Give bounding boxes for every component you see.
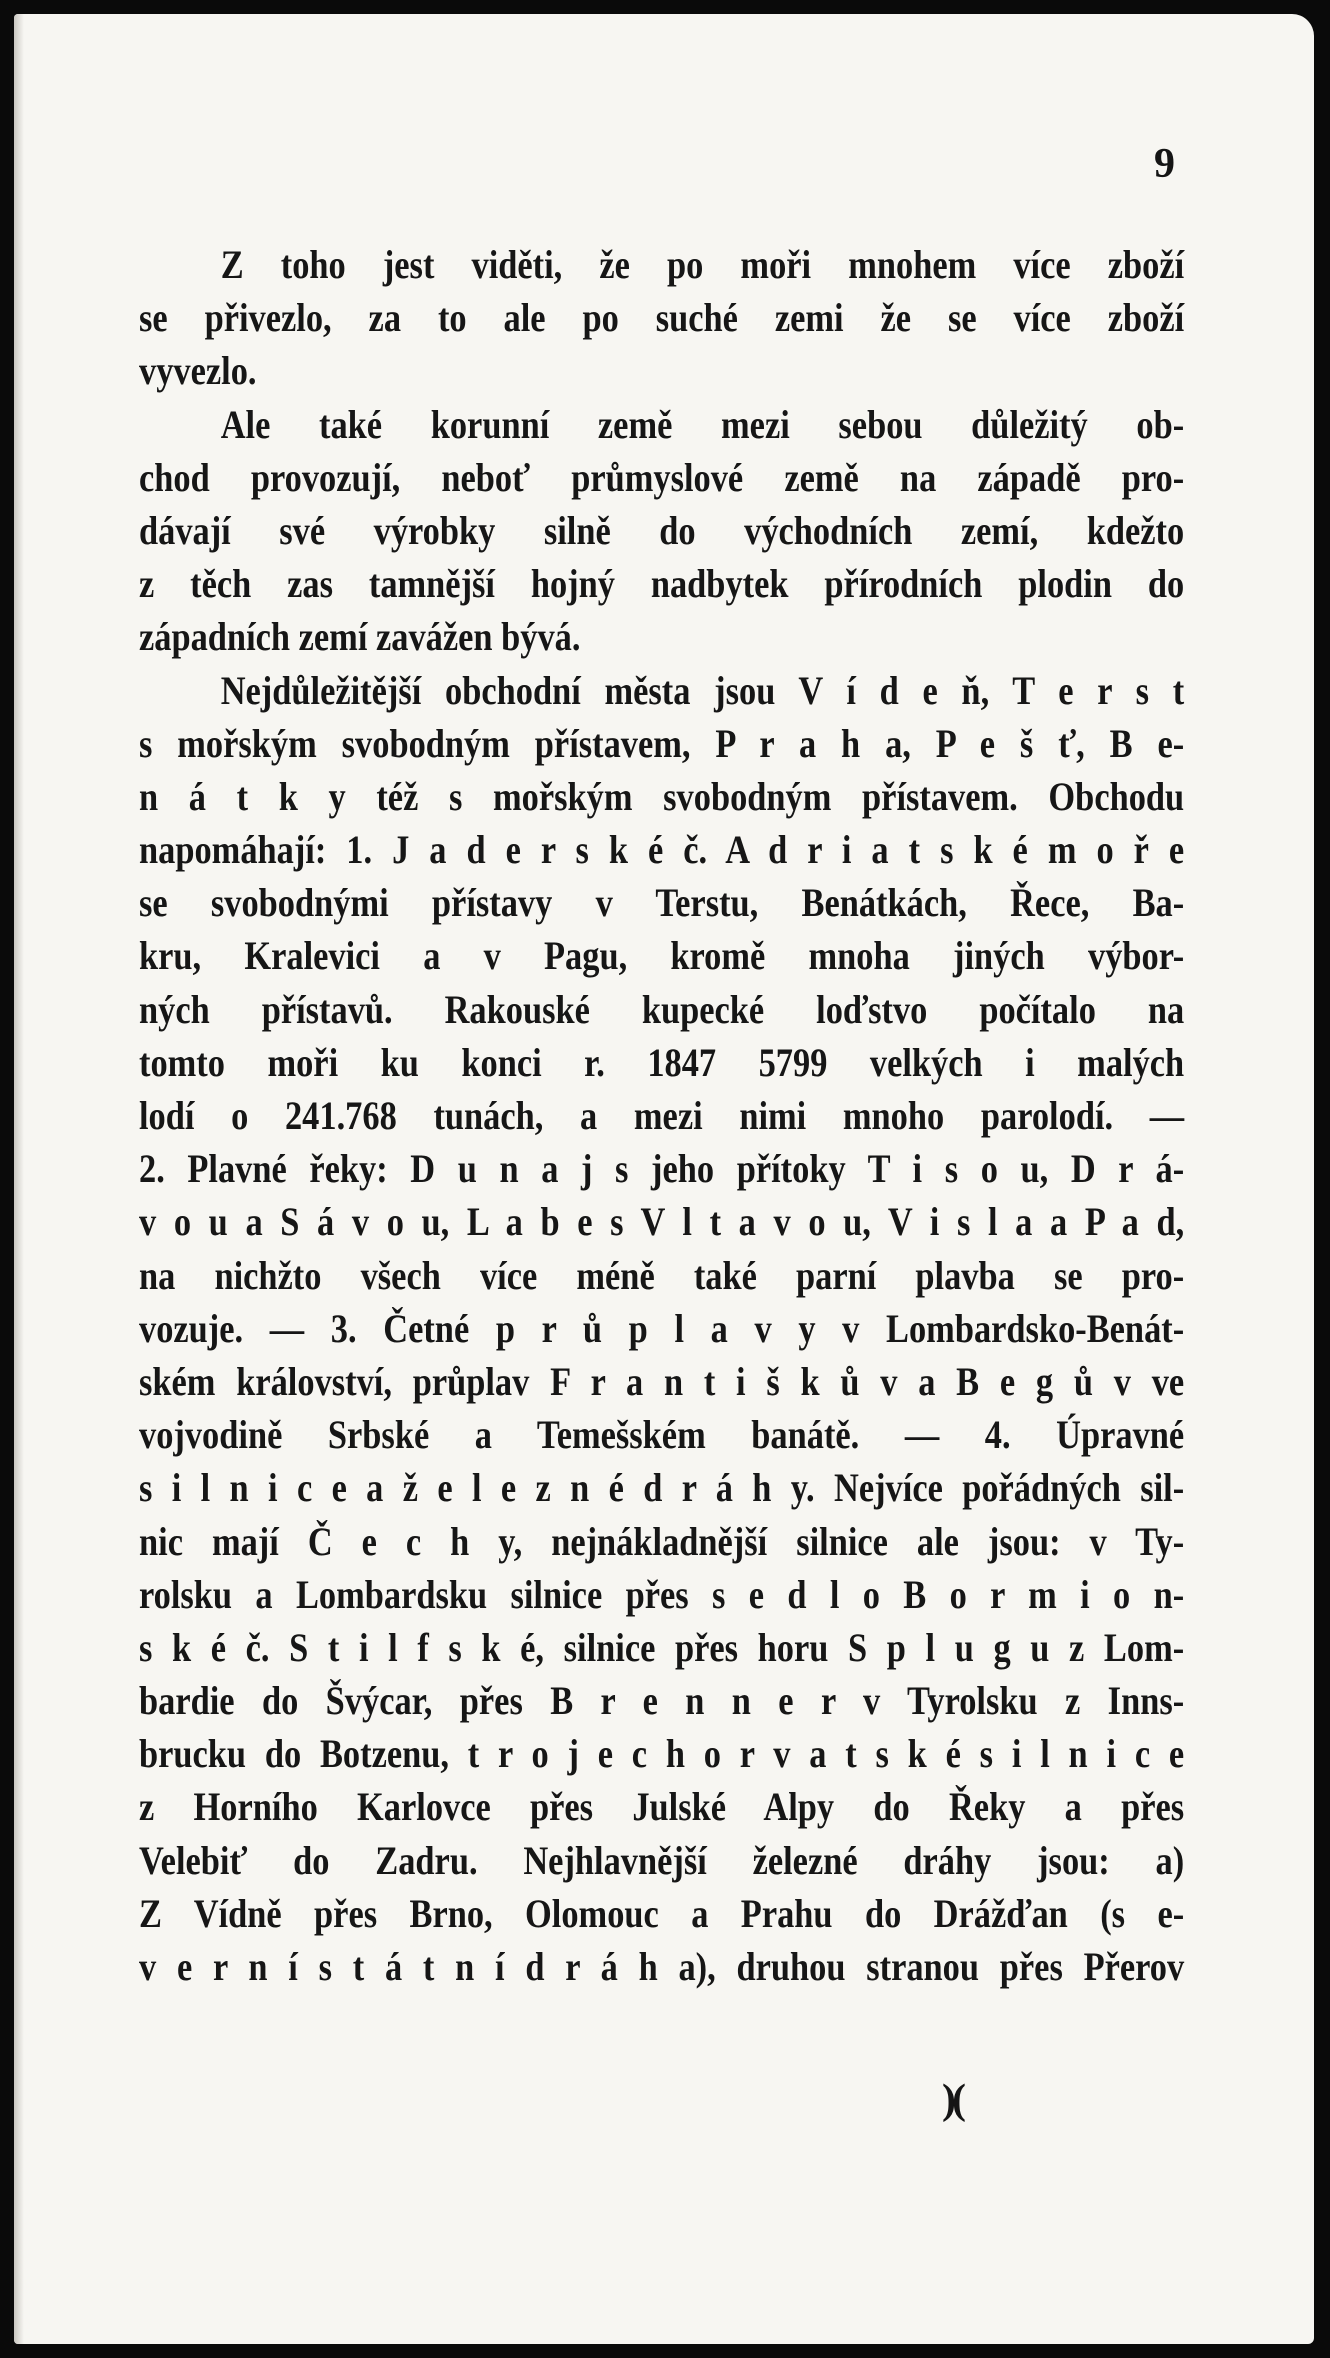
text-line: Z Vídně přes Brno, Olomouc a Prahu do Drážďan (s e- xyxy=(139,1890,1185,1936)
text-line: v o u a S á v o u, L a b e s V l t a v o u, V i s l a a P a d, xyxy=(139,1199,1185,1245)
text-line: dávají své výrobky silně do východních zemí, kdežto xyxy=(139,507,1185,553)
text-line: napomáhají: 1. J a d e r s k é č. A d r i a t s k é m o ř e xyxy=(139,827,1185,873)
text-line: vojvodině Srbské a Temešském banátě. — 4. Úpravné xyxy=(139,1412,1185,1458)
text-line: Ale také korunní země mezi sebou důležitý ob- xyxy=(220,401,1185,447)
text-line: Z toho jest viděti, že po moři mnohem více zboží xyxy=(220,242,1185,287)
text-line: s k é č. S t i l f s k é, silnice přes horu S p l u g u z Lom- xyxy=(139,1624,1185,1670)
text-line: bardie do Švýcar, přes B r e n n e r v Tyrolsku z Inns- xyxy=(139,1678,1185,1724)
text-line: chod provozují, neboť průmyslové země na západě pro- xyxy=(139,454,1185,500)
text-line: vozuje. — 3. Četné p r ů p l a v y v Lombardsko-Benát- xyxy=(139,1305,1185,1351)
text-line: n á t k y též s mořským svobodným přístavem. Obchodu xyxy=(139,773,1185,819)
text-line: brucku do Botzenu, t r o j e c h o r v a t s k é s i l n i c e xyxy=(139,1731,1185,1777)
text-line: rolsku a Lombardsku silnice přes s e d l o B o r m i o n- xyxy=(139,1571,1185,1617)
text-line: se svobodnými přístavy v Terstu, Benátkách, Řece, Ba- xyxy=(139,880,1185,926)
text-line: s mořským svobodným přístavem, P r a h a, P e š ť, B e- xyxy=(139,720,1185,766)
text-line: západních zemí zavážen bývá. xyxy=(139,614,581,660)
text-line: Velebiť do Zadru. Nejhlavnější železné dráhy jsou: a) xyxy=(139,1837,1185,1883)
text-line: na nichžto všech více méně také parní plavba se pro- xyxy=(139,1252,1185,1298)
text-line: v e r n í s t á t n í d r á h a), druhou stranou přes Přerov xyxy=(139,1944,1185,1989)
text-line: lodí o 241.768 tunách, a mezi nimi mnoho parolodí. — xyxy=(139,1093,1185,1138)
text-line: ných přístavů. Rakouské kupecké loďstvo počítalo na xyxy=(139,986,1185,1032)
text-line: ském království, průplav F r a n t i š k ů v a B e g ů v ve xyxy=(139,1358,1185,1404)
text-line: se přivezlo, za to ale po suché zemi že se více zboží xyxy=(139,295,1185,341)
page-number: 9 xyxy=(1154,141,1175,187)
text-line: 2. Plavné řeky: D u n a j s jeho přítoky T i s o u, D r á- xyxy=(139,1146,1185,1192)
text-line: nic mají Č e c h y, nejnákladnější silnice ale jsou: v Ty- xyxy=(139,1518,1185,1564)
book-page xyxy=(14,14,1314,2344)
text-line: z těch zas tamnější hojný nadbytek přírodních plodin do xyxy=(139,561,1185,607)
text-line: tomto moři ku konci r. 1847 5799 velkých i malých xyxy=(139,1039,1185,1085)
body-text xyxy=(139,238,1184,1993)
signature-mark: )( xyxy=(942,2077,962,2123)
text-line: Nejdůležitější obchodní města jsou V í d e ň, T e r s t xyxy=(220,667,1185,713)
text-line: s i l n i c e a ž e l e z n é d r á h y. Nejvíce pořádných sil- xyxy=(139,1465,1185,1511)
text-line: kru, Kralevici a v Pagu, kromě mnoha jiných výbor- xyxy=(139,933,1185,979)
text-line: vyvezlo. xyxy=(139,348,257,394)
text-line: z Horního Karlovce přes Julské Alpy do Řeky a přes xyxy=(139,1784,1185,1830)
